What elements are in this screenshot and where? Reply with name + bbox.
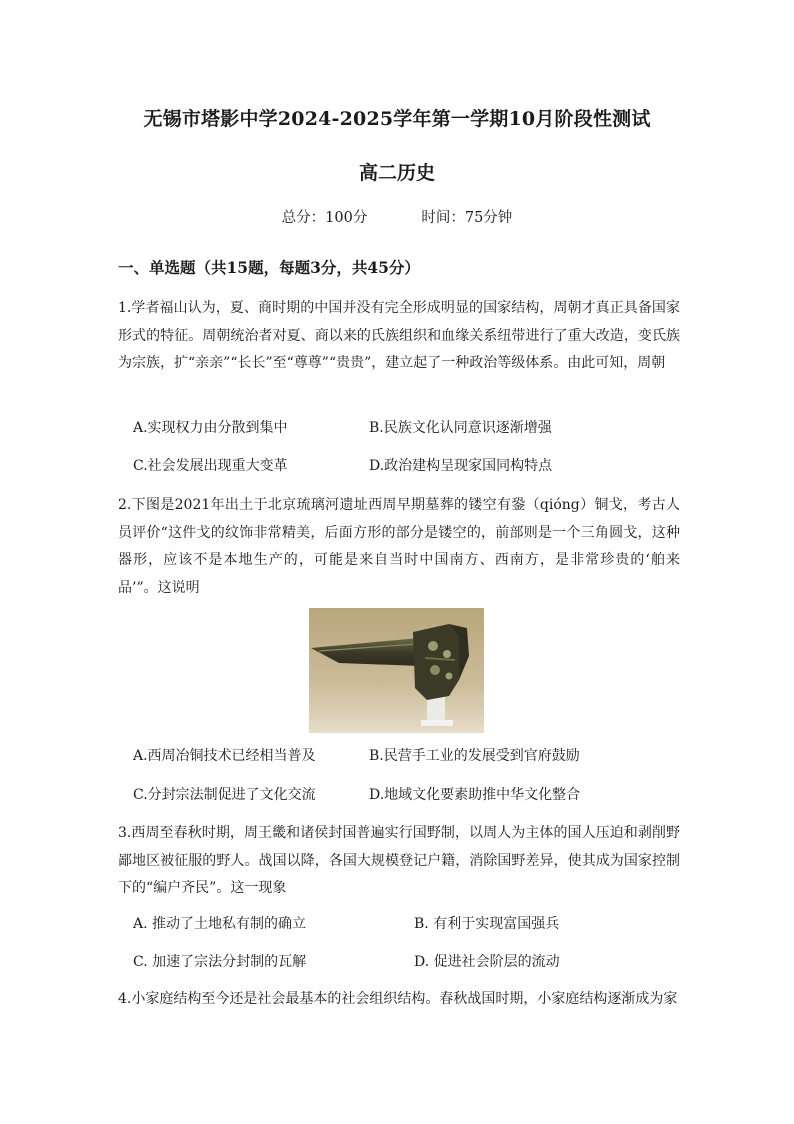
question-1-option-b[interactable]: B.民族文化认同意识逐渐增强 xyxy=(369,420,552,436)
question-3-option-a[interactable]: A. 推动了土地私有制的确立 xyxy=(133,916,307,932)
question-2-option-d[interactable]: D.地域文化要素助推中华文化整合 xyxy=(369,787,581,803)
total-score: 总分：100分 xyxy=(281,210,368,226)
question-1-option-a[interactable]: A.实现权力由分散到集中 xyxy=(133,420,288,436)
question-2-option-b[interactable]: B.民营手工业的发展受到官府鼓励 xyxy=(369,748,580,764)
question-1-option-c[interactable]: C.社会发展出现重大变革 xyxy=(133,458,288,474)
question-2-stem: 2.下图是2021年出土于北京琉璃河遗址西周早期墓葬的镂空有銎（qióng）铜戈，考古人员评价“这件戈的纹饰非常精美，后面方形的部分是镂空的，前部则是一个三角圆戈，这种器形，应该不是本地生产的，可能是来自当时中国南方、西南方，是非常珍贵的‘舶来品’”。这说明 xyxy=(118,497,680,596)
question-1-option-d[interactable]: D.政治建构呈现家国同构特点 xyxy=(369,458,553,474)
section-heading: 一、单选题（共15题，每题3分，共45分） xyxy=(118,258,420,277)
subject-title: 高二历史 xyxy=(358,162,435,184)
bronze-ge-photo xyxy=(309,608,484,733)
question-4-stem: 4.小家庭结构至今还是社会最基本的社会组织结构。春秋战国时期，小家庭结构逐渐成为家 xyxy=(118,991,678,1007)
question-3-option-c[interactable]: C. 加速了宗法分封制的瓦解 xyxy=(133,954,307,970)
question-3-stem: 3.西周至春秋时期，周王畿和诸侯封国普遍实行国野制，以周人为主体的国人压迫和剥削野鄙地区被征服的野人。战国以降，各国大规模登记户籍，消除国野差异，使其成为国家控制下的“编户齐民”。这一现象 xyxy=(118,825,680,896)
exam-title: 无锡市塔影中学2024-2025学年第一学期10月阶段性测试 xyxy=(143,108,651,130)
question-2-option-a[interactable]: A.西周冶铜技术已经相当普及 xyxy=(133,748,316,764)
question-3-option-b[interactable]: B. 有利于实现富国强兵 xyxy=(414,916,560,932)
bronze-ge-image xyxy=(309,608,484,733)
question-3-option-d[interactable]: D. 促进社会阶层的流动 xyxy=(414,954,560,970)
question-1-stem: 1.学者福山认为，夏、商时期的中国并没有完全形成明显的国家结构，周朝才真正具备国家形式的特征。周朝统治者对夏、商以来的氏族组织和血缘关系纽带进行了重大改造，变氏族为宗族，扩“亲亲”“长长”至“尊尊”“贵贵”，建立起了一种政治等级体系。由此可知，周朝 xyxy=(118,300,680,371)
question-2-option-c[interactable]: C.分封宗法制促进了文化交流 xyxy=(133,787,316,803)
exam-meta xyxy=(0,206,794,227)
exam-time: 时间：75分钟 xyxy=(421,210,513,226)
